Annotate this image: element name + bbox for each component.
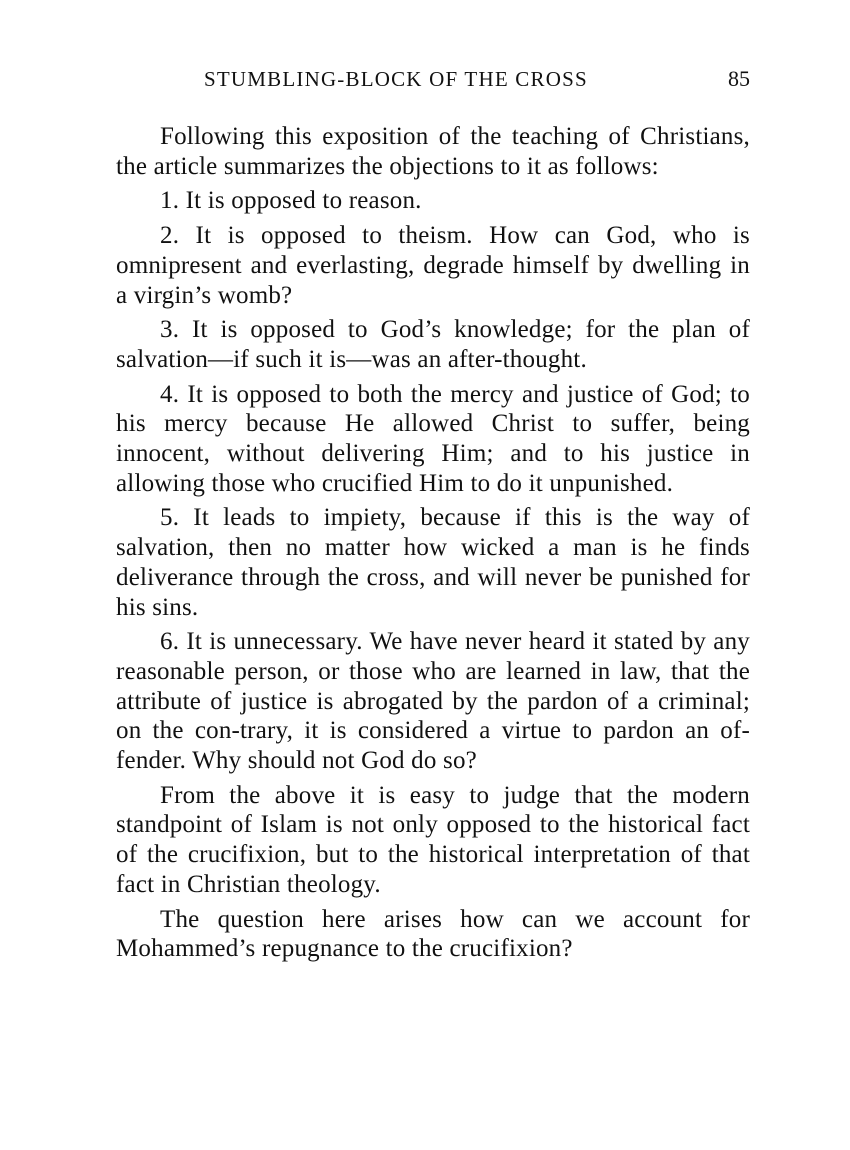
running-head <box>116 66 750 96</box>
list-item-objection-5: 5. It leads to impiety, because if this is the way of salvation, then no matter how wicked a man is he finds deliverance through the cross, and will never be punished for his sins. <box>116 504 750 621</box>
list-item-objection-3: 3. It is opposed to God’s knowledge; for the plan of salvation—if such it is—was an after-thought. <box>116 316 750 373</box>
paragraph-question: The question here arises how can we account for Mohammed’s repugnance to the crucifixion? <box>116 905 750 963</box>
list-item-objection-1: 1. It is opposed to reason. <box>160 187 422 215</box>
list-item-objection-2: 2. It is opposed to theism. How can God, who is omnipresent and everlasting, degrade himself by dwelling in a virgin’s womb? <box>116 222 750 309</box>
body-text <box>116 122 750 964</box>
list-item-objection-4: 4. It is opposed to both the mercy and justice of God; to his mercy because He allowed Christ to suffer, being innocent, without delivering Him; and to his justice in allowing those who crucified Him to do it unpunished. <box>116 380 750 497</box>
paragraph-intro: Following this exposition of the teaching of Christians, the article summarizes the objections to it as follows: <box>116 123 750 180</box>
list-item-objection-6: 6. It is unnecessary. We have never heard it stated by any reasonable person, or those who are learned in law, that the attribute of justice is abrogated by the pardon of a criminal; on the con-trary, it is considered a virtue to pardon an of-fender. Why should not God do so? <box>116 628 750 775</box>
paragraph-conclusion: From the above it is easy to judge that the modern standpoint of Islam is not only opposed to the historical fact of the crucifixion, but to the historical interpretation of that fact in Christian theology. <box>116 781 750 898</box>
page-number: 85 <box>728 66 750 91</box>
running-title: STUMBLING-BLOCK OF THE CROSS <box>204 67 588 91</box>
